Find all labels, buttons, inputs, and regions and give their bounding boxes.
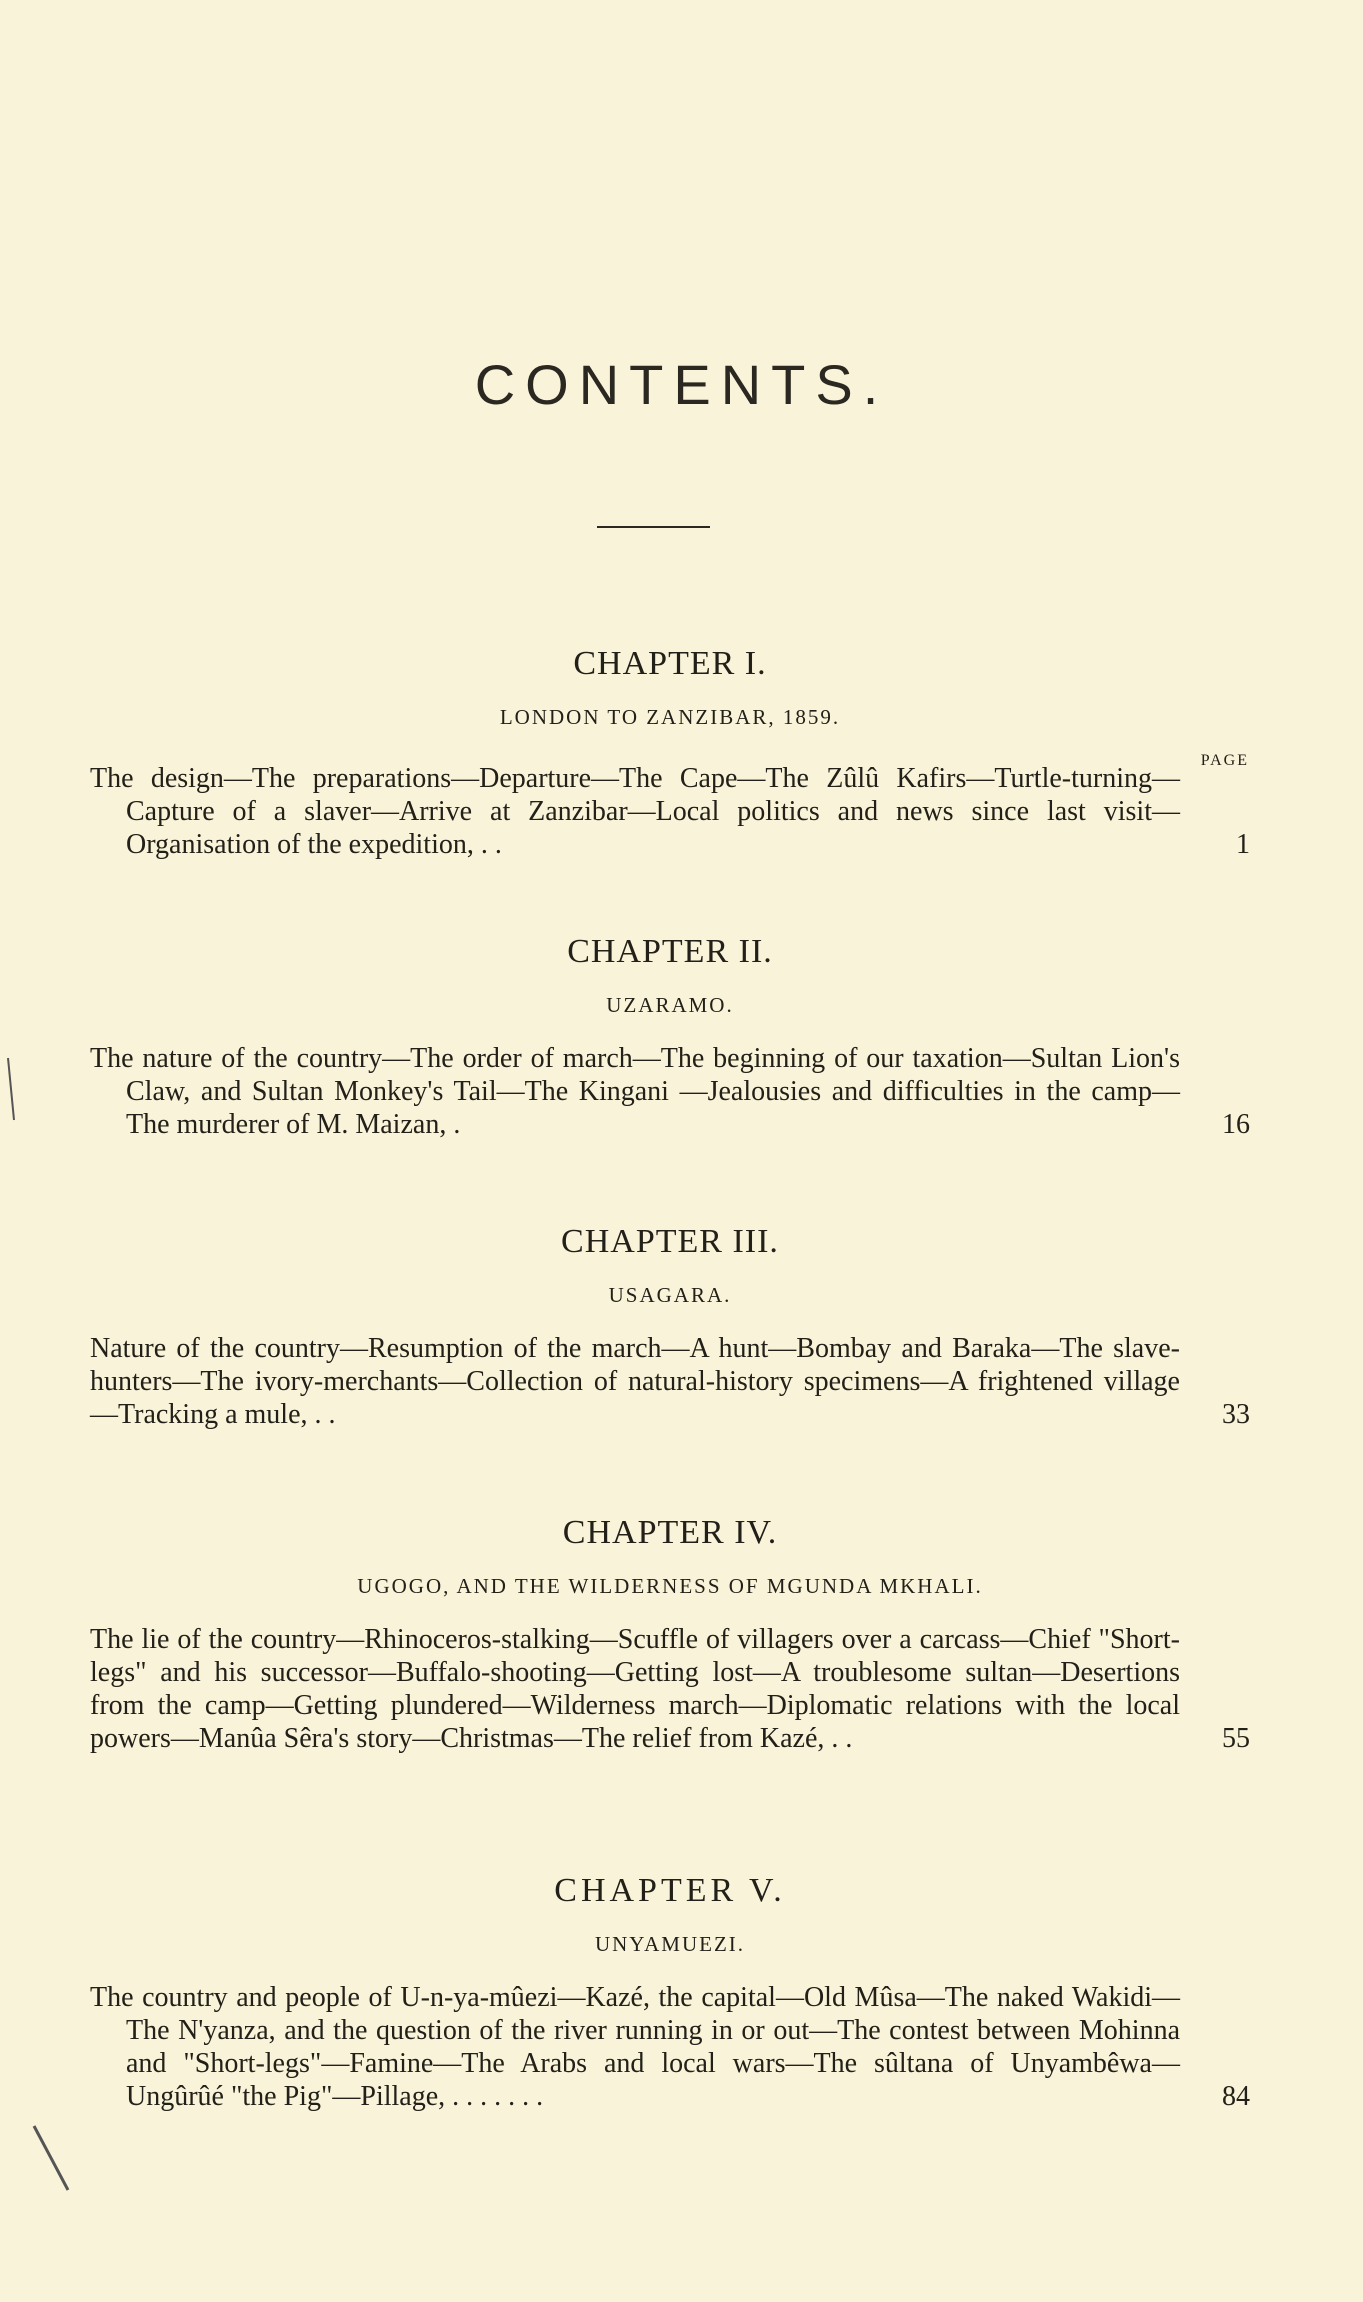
chapter-entry xyxy=(90,1223,1250,1431)
chapter-entry xyxy=(90,1872,1250,2113)
chapter-entry xyxy=(90,645,1250,861)
chapter-page-number: 1 xyxy=(1236,829,1250,860)
chapter-page-number: 33 xyxy=(1222,1399,1250,1430)
chapter-heading: CHAPTER I. xyxy=(573,645,767,682)
page-title: CONTENTS. xyxy=(474,353,889,416)
chapter-subtitle: UNYAMUEZI. xyxy=(594,1932,746,1956)
dot-leader: . . xyxy=(473,829,502,860)
title-divider xyxy=(597,526,710,528)
chapter-heading: CHAPTER II. xyxy=(567,933,773,970)
dot-leader: . xyxy=(446,1109,461,1140)
chapter-heading: CHAPTER V. xyxy=(554,1872,786,1909)
chapter-summary-block xyxy=(90,762,1250,861)
chapter-subtitle: USAGARA. xyxy=(608,1283,732,1307)
chapter-subtitle: UZARAMO. xyxy=(606,993,734,1017)
margin-pencil-mark-icon xyxy=(28,2118,78,2198)
margin-pencil-mark-icon xyxy=(0,1050,30,1130)
page-column-label: PAGE xyxy=(1200,752,1249,769)
chapter-summary-block xyxy=(90,1332,1250,1431)
chapter-summary: The design—The preparations—Departure—The Cape—The Zûlû Kafirs—Turtle-turning—Capture of a slaver—Arrive at Zanzibar—Local politics and news since last visit—Organisation of the expedition, xyxy=(90,763,1180,860)
chapter-summary: The nature of the country—The order of march—The beginning of our taxation—Sultan Lion's Claw, and Sultan Monkey's Tail—The Kingani —Jealousies and difficulties in the camp—The murderer of M. Maizan, xyxy=(90,1043,1180,1140)
chapter-summary: Nature of the country—Resumption of the march—A hunt—Bombay and Baraka—The slave-hunters—The ivory-merchants—Collection of natural-history specimens—A frightened village—Tracking a mule, xyxy=(90,1333,1180,1430)
chapter-summary-block xyxy=(90,1042,1250,1141)
chapter-page-number: 84 xyxy=(1222,2081,1250,2112)
chapter-summary-block xyxy=(90,1981,1250,2113)
chapter-summary: The lie of the country—Rhinoceros-stalking—Scuffle of villagers over a carcass—Chief "Short-legs" and his successor—Buffalo-shooting—Getting lost—A troublesome sultan—Desertions from the camp—Getting plundered—Wilderness march—Diplomatic relations with the local powers—Manûa Sêra's story—Christmas—The relief from Kazé, xyxy=(90,1624,1180,1754)
chapter-summary: The country and people of U-n-ya-mûezi—Kazé, the capital—Old Mûsa—The naked Wakidi—The N'yanza, and the question of the river running in or out—The contest between Mohinna and "Short-legs"—Famine—The Arabs and local wars—The sûltana of Unyambêwa—Ungûrûé "the Pig"—Pillage, xyxy=(90,1982,1180,2112)
chapter-subtitle: LONDON TO ZANZIBAR, 1859. xyxy=(499,705,841,729)
chapter-page-number: 16 xyxy=(1222,1109,1250,1140)
chapter-heading: CHAPTER III. xyxy=(561,1223,779,1260)
chapter-summary-block xyxy=(90,1623,1250,1755)
chapter-entry xyxy=(90,933,1250,1141)
chapter-page-number: 55 xyxy=(1222,1723,1250,1754)
dot-leader: . . . . . . . xyxy=(445,2081,544,2112)
dot-leader: . . xyxy=(307,1399,336,1430)
chapter-heading: CHAPTER IV. xyxy=(562,1514,778,1551)
dot-leader: . . xyxy=(824,1723,853,1754)
chapter-subtitle: UGOGO, AND THE WILDERNESS OF MGUNDA MKHALI. xyxy=(357,1574,983,1598)
chapter-entry xyxy=(90,1514,1250,1755)
